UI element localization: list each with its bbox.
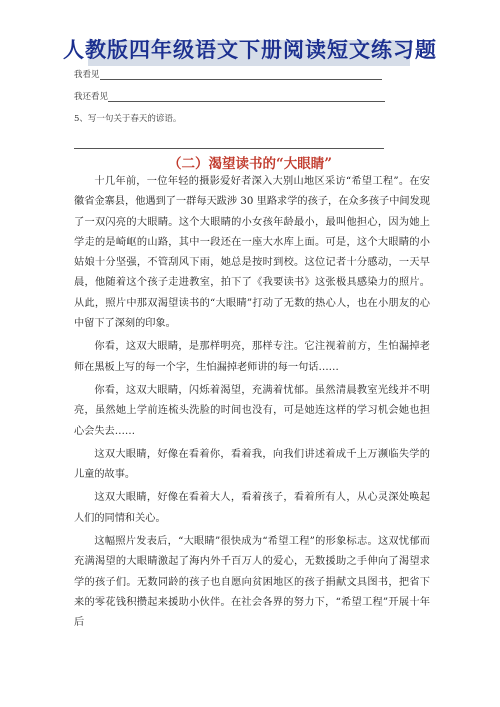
fill-line-1 xyxy=(74,68,382,80)
fill-line-label: 我看见 xyxy=(74,70,100,80)
paragraph: 这双大眼睛，好像在看着大人，看着孩子，看着所有人，从心灵深处唤起人们的同情和关心。 xyxy=(74,492,430,524)
answer-line[interactable] xyxy=(74,148,384,149)
paragraph: 十几年前，一位年轻的摄影爱好者深入大别山地区采访“希望工程”。在安徽省金寨县，他遇到了一群每天跋涉 30 里路求学的孩子，在众多孩子中间发现了一双闪亮的大眼睛。这个大眼睛的小女孩年龄最小，最叫他担心，因为她上学走的是崎岖的山路，其中一段还在一座大水库上面。可是，这个大眼睛的小姑娘十分坚强，不管刮风下雨，她总是按时到校。这位记者十分感动，一天早晨，他随着这个孩子走进教室，拍下了《我要读书》这张极具感染力的照片。从此，照片中那双渴望读书的“大眼睛”打动了无数的热心人，也在小朋友的心中留下了深刻的印象。 xyxy=(74,176,430,330)
question-5: 5、写一句关于春天的谚语。 xyxy=(74,114,182,124)
paragraph: 这幅照片发表后，“大眼睛”很快成为“希望工程”的形象标志。这双忧郁而充满渴望的大眼睛激起了海内外千百万人的爱心，无数援助之手伸向了渴望求学的孩子们。无数同龄的孩子也自愿向贫困地区的孩子捐献文具图书，把省下来的零花钱积攒起来援助小伙伴。在社会各界的努力下，“希望工程”开展十年后 xyxy=(74,536,430,629)
answer-line[interactable] xyxy=(108,92,385,102)
article-body xyxy=(74,172,430,637)
fill-line-2 xyxy=(74,90,385,102)
paragraph: 这双大眼睛，好像在看着你，看着我，向我们讲述着成千上万濒临失学的儿童的故事。 xyxy=(74,448,430,481)
paragraph: 你看，这双大眼睛，闪烁着渴望，充满着忧郁。虽然清晨教室光线并不明亮，虽然她上学前连梳头洗脸的时间也没有，可是她连这样的学习机会她也担心会失去…… xyxy=(74,384,430,437)
paragraph: 你看，这双大眼睛，是那样明亮，那样专注。它注视着前方，生怕漏掉老师在黑板上写的每一个字，生怕漏掉老师讲的每一句话…… xyxy=(74,341,430,373)
fill-line-label: 我还看见 xyxy=(74,92,109,102)
section-title: （二）渴望读书的“大眼睛” xyxy=(167,156,333,172)
page-title: 人教版四年级语文下册阅读短文练习题 xyxy=(63,37,437,62)
answer-line[interactable] xyxy=(100,70,382,80)
